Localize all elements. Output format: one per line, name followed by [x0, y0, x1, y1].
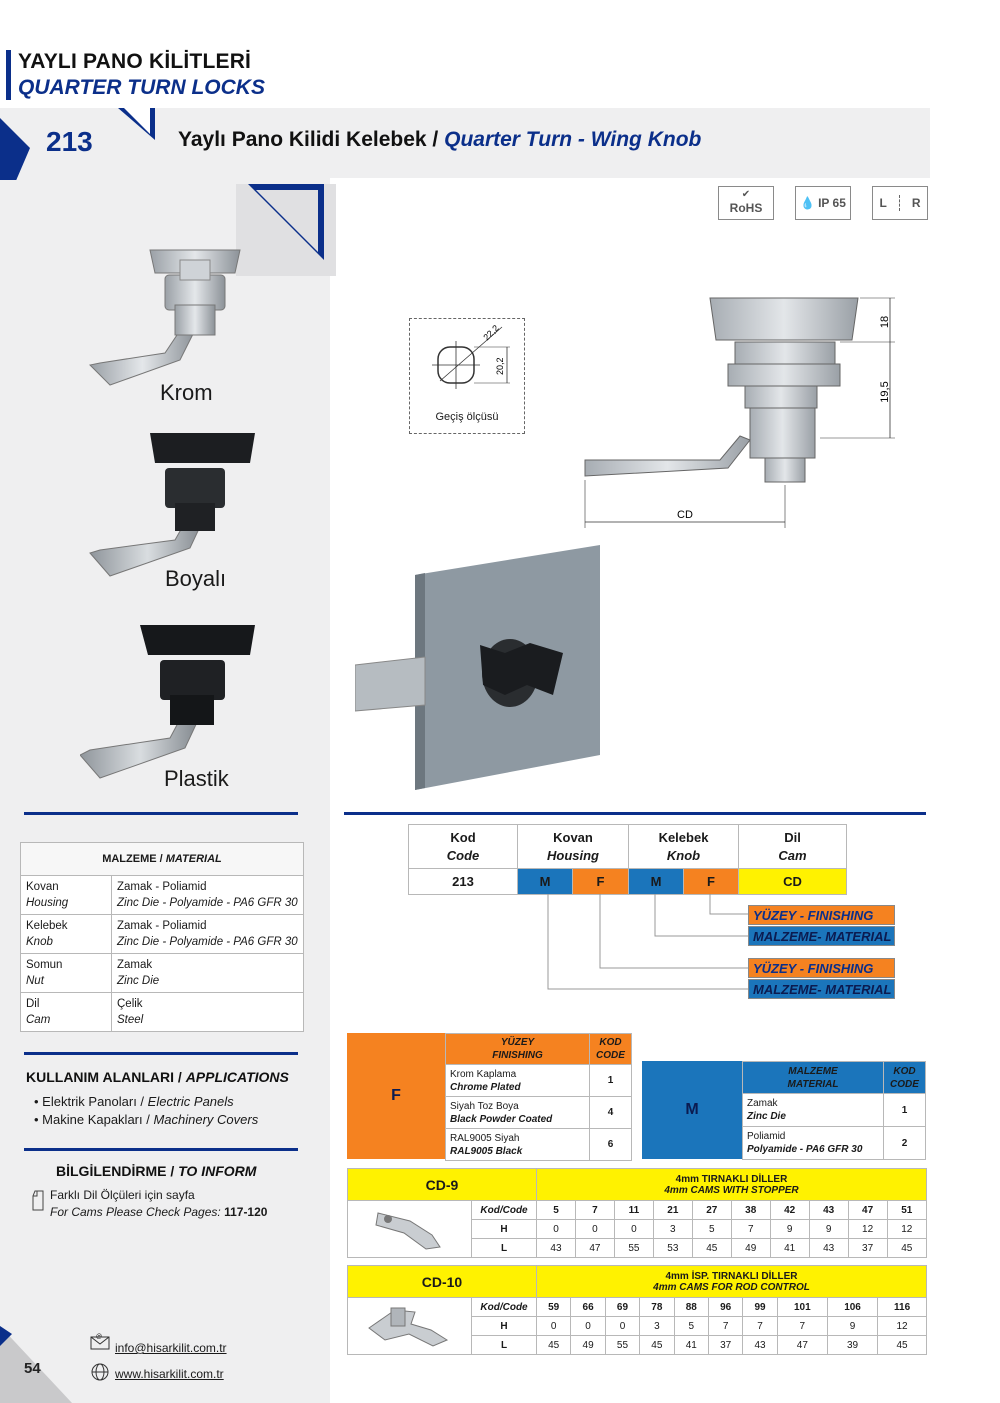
- part-name: Dil: [26, 998, 40, 1010]
- finish-code: 4: [590, 1097, 632, 1129]
- applications-title-en: APPLICATIONS: [185, 1069, 289, 1085]
- h-value: 0: [605, 1317, 639, 1336]
- ip-rating-label: IP 65: [818, 196, 846, 210]
- cd9-table: [347, 1168, 927, 1258]
- finish-name: Siyah Toz Boya: [450, 1100, 519, 1112]
- h-value: 5: [692, 1220, 731, 1239]
- code-header: [409, 825, 518, 869]
- section-title: YAYLI PANO KİLİTLERİ: [18, 50, 252, 73]
- cam-code: 27: [692, 1201, 731, 1220]
- finishing-header: [446, 1034, 590, 1065]
- left-right-badge: [872, 186, 928, 220]
- ip-rating-badge: [795, 186, 851, 220]
- header-en: CODE: [890, 1078, 919, 1090]
- h-value: 9: [827, 1317, 877, 1336]
- material-name-en: Zinc Die - Polyamide - PA6 GFR 30: [117, 936, 298, 948]
- cam-icon: [370, 1203, 450, 1253]
- page-number: 54: [24, 1360, 41, 1377]
- table-row: [743, 1094, 926, 1127]
- h-value: 0: [571, 1317, 605, 1336]
- table-row: [743, 1127, 926, 1160]
- l-value: 47: [575, 1239, 614, 1258]
- code-value: 213: [409, 869, 518, 895]
- dim-cd: CD: [677, 509, 693, 521]
- cam-code: 66: [571, 1298, 605, 1317]
- row-label: L: [472, 1336, 537, 1355]
- cam-code: 99: [743, 1298, 777, 1317]
- finish-label-painted: Boyalı: [165, 566, 227, 591]
- material-name-en: Zinc Die: [117, 975, 160, 987]
- divider-applications: [24, 1052, 298, 1055]
- cutout-label: Geçiş ölçüsü: [435, 411, 499, 423]
- row-label: Kod/Code: [472, 1201, 537, 1220]
- l-value: 45: [692, 1239, 731, 1258]
- applications-title: [26, 1069, 289, 1085]
- cam-code: 116: [878, 1298, 927, 1317]
- material-letter: M: [642, 1061, 742, 1159]
- h-value: 7: [743, 1317, 777, 1336]
- table-row: [21, 876, 304, 915]
- part-name: Kovan: [26, 881, 59, 893]
- material-code-header: [884, 1062, 926, 1094]
- row-label: Kod/Code: [472, 1298, 537, 1317]
- l-value: 45: [640, 1336, 674, 1355]
- l-value: 45: [887, 1239, 926, 1258]
- h-value: 3: [640, 1317, 674, 1336]
- cam-code: 101: [777, 1298, 827, 1317]
- l-value: 53: [653, 1239, 692, 1258]
- knob-header: [629, 825, 739, 869]
- l-value: 55: [614, 1239, 653, 1258]
- cd9-title-tr: 4mm TIRNAKLI DİLLER: [675, 1173, 788, 1185]
- cd10-name: CD-10: [348, 1266, 537, 1298]
- material-header: [743, 1062, 884, 1094]
- cd9-name: CD-9: [348, 1169, 537, 1201]
- cam-code: 42: [770, 1201, 809, 1220]
- divider-main: [344, 812, 926, 815]
- material-code-table: [742, 1061, 926, 1160]
- h-value: 7: [708, 1317, 742, 1336]
- cam-code: 7: [575, 1201, 614, 1220]
- part-name-en: Nut: [26, 975, 44, 987]
- header-en: Knob: [666, 847, 701, 863]
- h-value: 12: [887, 1220, 926, 1239]
- header-en: Housing: [547, 847, 599, 863]
- order-code-table: [408, 824, 847, 895]
- tag-housing-finishing: YÜZEY - FINISHING: [748, 958, 895, 978]
- cam-code: 38: [731, 1201, 770, 1220]
- inform-line-2: [50, 1205, 267, 1219]
- l-value: 49: [731, 1239, 770, 1258]
- part-name-en: Housing: [26, 897, 69, 909]
- list-item: • Makine Kapakları / Machinery Covers: [34, 1112, 259, 1127]
- cam-code: 21: [653, 1201, 692, 1220]
- part-name-en: Cam: [26, 1014, 51, 1026]
- finishing-code-table: [445, 1033, 632, 1161]
- header-tr: MALZEME: [788, 1065, 838, 1077]
- part-name: Kelebek: [26, 920, 68, 932]
- material-table: [20, 842, 304, 1032]
- h-value: 0: [614, 1220, 653, 1239]
- finish-name-en: RAL9005 Black: [450, 1145, 523, 1157]
- product-code: 213: [46, 126, 93, 157]
- header-tr: Dil: [784, 829, 801, 845]
- material-name-en: Zinc Die - Polyamide - PA6 GFR 30: [117, 897, 298, 909]
- cam-code: 78: [640, 1298, 674, 1317]
- material-name-en: Steel: [117, 1014, 144, 1026]
- cam-code: 47: [848, 1201, 887, 1220]
- l-value: 55: [605, 1336, 639, 1355]
- divider-material: [24, 812, 298, 815]
- inform-title-en: TO INFORM: [178, 1163, 257, 1179]
- l-value: 39: [827, 1336, 877, 1355]
- l-value: 47: [777, 1336, 827, 1355]
- inform-title-tr: BİLGİLENDİRME /: [56, 1163, 179, 1179]
- row-label: H: [472, 1220, 537, 1239]
- cam-code: 59: [537, 1298, 571, 1317]
- rohs-label: RoHS: [729, 201, 763, 215]
- tag-housing-material: MALZEME- MATERIAL: [748, 979, 895, 999]
- header-en: Cam: [778, 847, 807, 863]
- h-value: 12: [878, 1317, 927, 1336]
- inform-line-2-en: For Cams Please Check Pages:: [50, 1205, 225, 1219]
- cd9-title-en: 4mm CAMS WITH STOPPER: [664, 1184, 799, 1196]
- material-name: Zamak - Poliamid: [117, 881, 207, 893]
- lr-divider: [899, 195, 900, 211]
- inform-title: [56, 1163, 256, 1179]
- tag-knob-material: MALZEME- MATERIAL: [748, 926, 895, 946]
- header-tr: KOD: [893, 1065, 916, 1077]
- finish-name-en: Black Powder Coated: [450, 1113, 553, 1125]
- finishing-letter: F: [347, 1033, 445, 1159]
- rohs-badge: [718, 186, 774, 220]
- row-label: H: [472, 1317, 537, 1336]
- part-name: Somun: [26, 959, 63, 971]
- panel-mount-render: [355, 545, 615, 795]
- cd9-title: [537, 1169, 927, 1201]
- document-icon: [32, 1190, 46, 1212]
- cd10-cam-image: [348, 1298, 472, 1355]
- cam-code: 96: [708, 1298, 742, 1317]
- cd10-table: [347, 1265, 927, 1355]
- globe-icon: [90, 1362, 110, 1382]
- finish-name: RAL9005 Siyah: [450, 1132, 520, 1144]
- dim-knob-height: 18: [879, 315, 891, 329]
- website-link[interactable]: www.hisarkilit.com.tr: [115, 1367, 224, 1381]
- cam-header: [739, 825, 847, 869]
- h-value: 0: [537, 1317, 571, 1336]
- l-value: 43: [743, 1336, 777, 1355]
- cam-code: 88: [674, 1298, 708, 1317]
- housing-finish-code: F: [573, 869, 629, 895]
- table-row: [21, 954, 304, 993]
- finish-label-plastic: Plastik: [164, 766, 229, 791]
- header-tr: Kelebek: [658, 829, 709, 845]
- application-en: Machinery Covers: [153, 1112, 259, 1127]
- finish-code: 1: [590, 1065, 632, 1097]
- header-accent-bar: [6, 50, 11, 100]
- material-name: Poliamid: [747, 1131, 786, 1142]
- application-en: Electric Panels: [147, 1094, 234, 1109]
- finish-name-en: Chrome Plated: [450, 1081, 521, 1093]
- material-table-header: MALZEME / MATERIAL: [21, 843, 304, 876]
- product-title-tr: Yaylı Pano Kilidi Kelebek /: [178, 128, 445, 151]
- cam-code: 5: [537, 1201, 576, 1220]
- l-value: 41: [770, 1239, 809, 1258]
- chrome-lock-image: [80, 235, 260, 395]
- cam-code: 51: [887, 1201, 926, 1220]
- finish-name: Krom Kaplama: [450, 1068, 517, 1080]
- h-value: 7: [731, 1220, 770, 1239]
- plastic-lock-image: [80, 620, 260, 780]
- cam-code: CD: [739, 869, 847, 895]
- finish-label-chrome: Krom: [160, 380, 213, 405]
- l-value: 41: [674, 1336, 708, 1355]
- row-label: L: [472, 1239, 537, 1258]
- application-tr: Elektrik Panoları /: [42, 1094, 148, 1109]
- header-tr: KOD: [599, 1037, 622, 1048]
- cam-code: 106: [827, 1298, 877, 1317]
- header-tr: YÜZEY: [500, 1037, 535, 1048]
- email-link[interactable]: info@hisarkilit.com.tr: [115, 1341, 227, 1355]
- inform-pages: 117-120: [224, 1205, 268, 1219]
- knob-finish-code: F: [684, 869, 739, 895]
- l-value: 37: [848, 1239, 887, 1258]
- material-name: Zamak: [117, 959, 153, 971]
- mat-title-tr: MALZEME: [102, 853, 157, 865]
- material-code: 1: [884, 1094, 926, 1127]
- header-tr: Kovan: [553, 829, 593, 845]
- product-title: [178, 128, 701, 152]
- finish-code: 6: [590, 1129, 632, 1161]
- h-value: 12: [848, 1220, 887, 1239]
- h-value: 0: [575, 1220, 614, 1239]
- table-row: [446, 1065, 632, 1097]
- cutout-flat-dim: 20,2: [495, 357, 505, 375]
- table-row: [21, 993, 304, 1032]
- cutout-diagram: [409, 318, 525, 434]
- application-tr: Makine Kapakları /: [42, 1112, 154, 1127]
- l-value: 45: [537, 1336, 571, 1355]
- tag-knob-finishing: YÜZEY - FINISHING: [748, 905, 895, 925]
- cutout-diag-dim: 22,2: [481, 322, 501, 343]
- technical-drawing: [580, 290, 900, 530]
- table-row: [21, 915, 304, 954]
- h-value: 7: [777, 1317, 827, 1336]
- header-en: FINISHING: [492, 1050, 543, 1061]
- cam-code: 11: [614, 1201, 653, 1220]
- l-value: 45: [878, 1336, 927, 1355]
- email-icon: [90, 1333, 110, 1351]
- header-en: MATERIAL: [787, 1078, 839, 1090]
- header-en: Code: [446, 847, 480, 863]
- material-name-en: Zinc Die: [747, 1111, 786, 1122]
- left-label: L: [879, 196, 887, 210]
- right-label: R: [911, 196, 921, 210]
- code-connector-lines: [540, 894, 750, 994]
- h-value: 0: [537, 1220, 576, 1239]
- l-value: 37: [708, 1336, 742, 1355]
- housing-header: [518, 825, 629, 869]
- cd9-cam-image: [348, 1201, 472, 1258]
- rohs-check-icon: ✔: [741, 189, 751, 200]
- list-item: • Elektrik Panoları / Electric Panels: [34, 1094, 234, 1109]
- cd10-title-tr: 4mm İSP. TIRNAKLI DİLLER: [665, 1270, 798, 1282]
- finishing-code-header: [590, 1034, 632, 1065]
- l-value: 43: [537, 1239, 576, 1258]
- material-name-en: Polyamide - PA6 GFR 30: [747, 1144, 863, 1155]
- section-title-english: QUARTER TURN LOCKS: [18, 76, 265, 99]
- h-value: 9: [770, 1220, 809, 1239]
- cd10-title-en: 4mm CAMS FOR ROD CONTROL: [653, 1281, 810, 1293]
- l-value: 49: [571, 1336, 605, 1355]
- dim-body-height: 19,5: [879, 381, 891, 403]
- h-value: 5: [674, 1317, 708, 1336]
- header-en: CODE: [596, 1050, 625, 1061]
- l-value: 43: [809, 1239, 848, 1258]
- table-row: [446, 1097, 632, 1129]
- h-value: 3: [653, 1220, 692, 1239]
- mat-title-en: MATERIAL: [165, 853, 222, 865]
- header-tr: Kod: [450, 829, 476, 845]
- applications-title-tr: KULLANIM ALANLARI /: [26, 1069, 186, 1085]
- material-name: Çelik: [117, 998, 143, 1010]
- cam-icon: [365, 1300, 455, 1350]
- knob-material-code: M: [629, 869, 684, 895]
- material-name: Zamak - Poliamid: [117, 920, 207, 932]
- housing-material-code: M: [518, 869, 573, 895]
- inform-line-1: Farklı Dil Ölçüleri için sayfa: [50, 1188, 195, 1202]
- water-drop-icon: 💧: [800, 196, 816, 210]
- material-code: 2: [884, 1127, 926, 1160]
- h-value: 9: [809, 1220, 848, 1239]
- material-name: Zamak: [747, 1098, 778, 1109]
- divider-inform: [24, 1148, 298, 1151]
- cd10-title: [537, 1266, 927, 1298]
- table-row: [446, 1129, 632, 1161]
- product-title-en: Quarter Turn - Wing Knob: [444, 128, 702, 151]
- svg-text:@: @: [96, 1333, 102, 1340]
- painted-lock-image: [80, 428, 260, 588]
- cam-code: 43: [809, 1201, 848, 1220]
- cam-code: 69: [605, 1298, 639, 1317]
- part-name-en: Knob: [26, 936, 53, 948]
